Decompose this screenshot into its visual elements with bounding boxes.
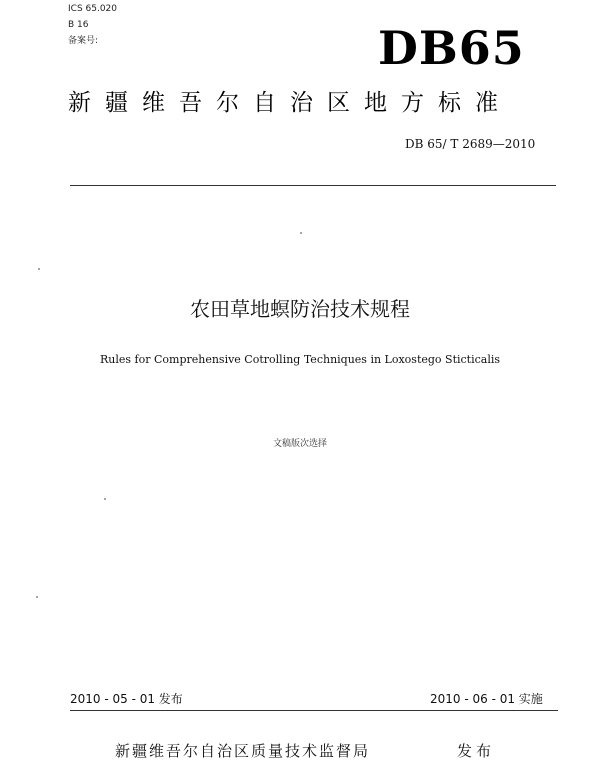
draft-status: 文稿版次选择 (272, 439, 327, 449)
scan-speck (300, 232, 302, 234)
title-english: Rules for Comprehensive Cotrolling Techniques in Loxostego Sticticalis (99, 353, 501, 366)
issue-label: 发布 (457, 742, 496, 760)
scan-speck (38, 268, 40, 270)
title-chinese: 农田草地螟防治技术规程 (190, 297, 410, 321)
scan-speck (104, 498, 106, 500)
scan-speck (36, 596, 38, 598)
implementation-date: 2010 - 06 - 01 实施 (430, 692, 543, 706)
standard-number: DB 65/ T 2689—2010 (405, 137, 536, 151)
classification-code: B 16 (68, 20, 89, 30)
record-number-label: 备案号: (68, 36, 99, 46)
ics-code: ICS 65.020 (68, 4, 118, 14)
bottom-divider (70, 710, 558, 711)
standard-type-heading: 新疆维吾尔自治区地方标准 (68, 90, 512, 116)
issue-date: 2010 - 05 - 01 发布 (70, 692, 183, 706)
top-divider (70, 185, 556, 186)
issuing-authority: 新疆维吾尔自治区质量技术监督局 (115, 742, 371, 760)
standard-code-logo: DB65 (378, 21, 525, 75)
